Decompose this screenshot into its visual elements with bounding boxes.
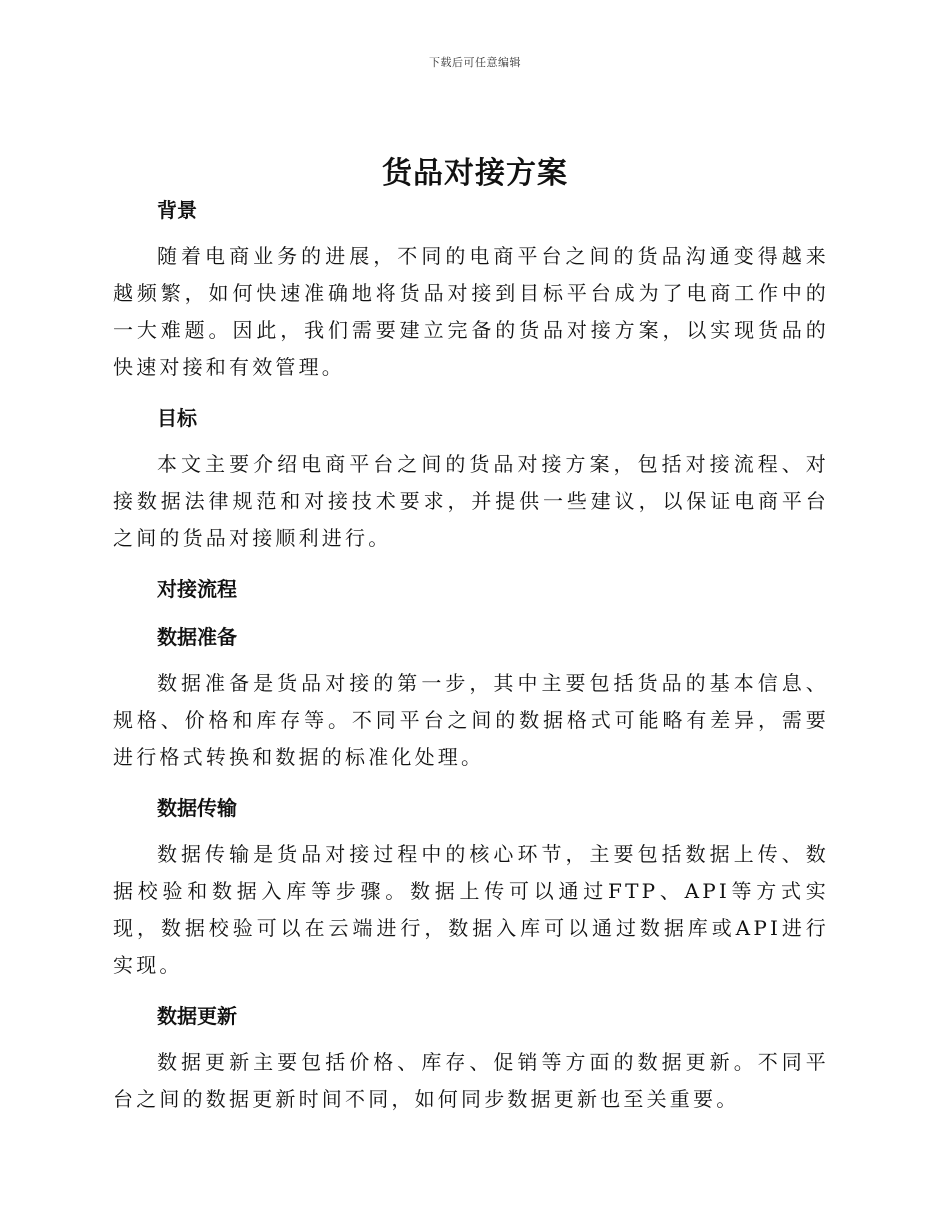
section-heading-process: 对接流程 xyxy=(157,577,237,601)
document-body xyxy=(113,196,829,1118)
page-header: 下载后可任意编辑 xyxy=(429,56,521,69)
paragraph-goal: 本文主要介绍电商平台之间的货品对接方案，包括对接流程、对接数据法律规范和对接技术要求，并提供一些建议，以保证电商平台之间的货品对接顺利进行。 xyxy=(113,452,829,550)
paragraph-data-transfer: 数据传输是货品对接过程中的核心环节，主要包括数据上传、数据校验和数据入库等步骤。数据上传可以通过FTP、API等方式实现，数据校验可以在云端进行，数据入库可以通过数据库或API进行实现。 xyxy=(113,842,829,977)
section-heading-data-update: 数据更新 xyxy=(157,1004,237,1028)
section-heading-data-preparation: 数据准备 xyxy=(157,625,237,649)
paragraph-data-update: 数据更新主要包括价格、库存、促销等方面的数据更新。不同平台之间的数据更新时间不同，如何同步数据更新也至关重要。 xyxy=(113,1050,829,1111)
paragraph-background: 随着电商业务的进展，不同的电商平台之间的货品沟通变得越来越频繁，如何快速准确地将货品对接到目标平台成为了电商工作中的一大难题。因此，我们需要建立完备的货品对接方案，以实现货品的快速对接和有效管理。 xyxy=(113,244,829,379)
section-heading-data-transfer: 数据传输 xyxy=(157,796,237,820)
document-title: 货品对接方案 xyxy=(382,156,568,191)
section-heading-goal: 目标 xyxy=(157,406,197,430)
section-heading-background: 背景 xyxy=(157,198,197,222)
paragraph-data-preparation: 数据准备是货品对接的第一步，其中主要包括货品的基本信息、规格、价格和库存等。不同平台之间的数据格式可能略有差异，需要进行格式转换和数据的标准化处理。 xyxy=(113,671,829,769)
